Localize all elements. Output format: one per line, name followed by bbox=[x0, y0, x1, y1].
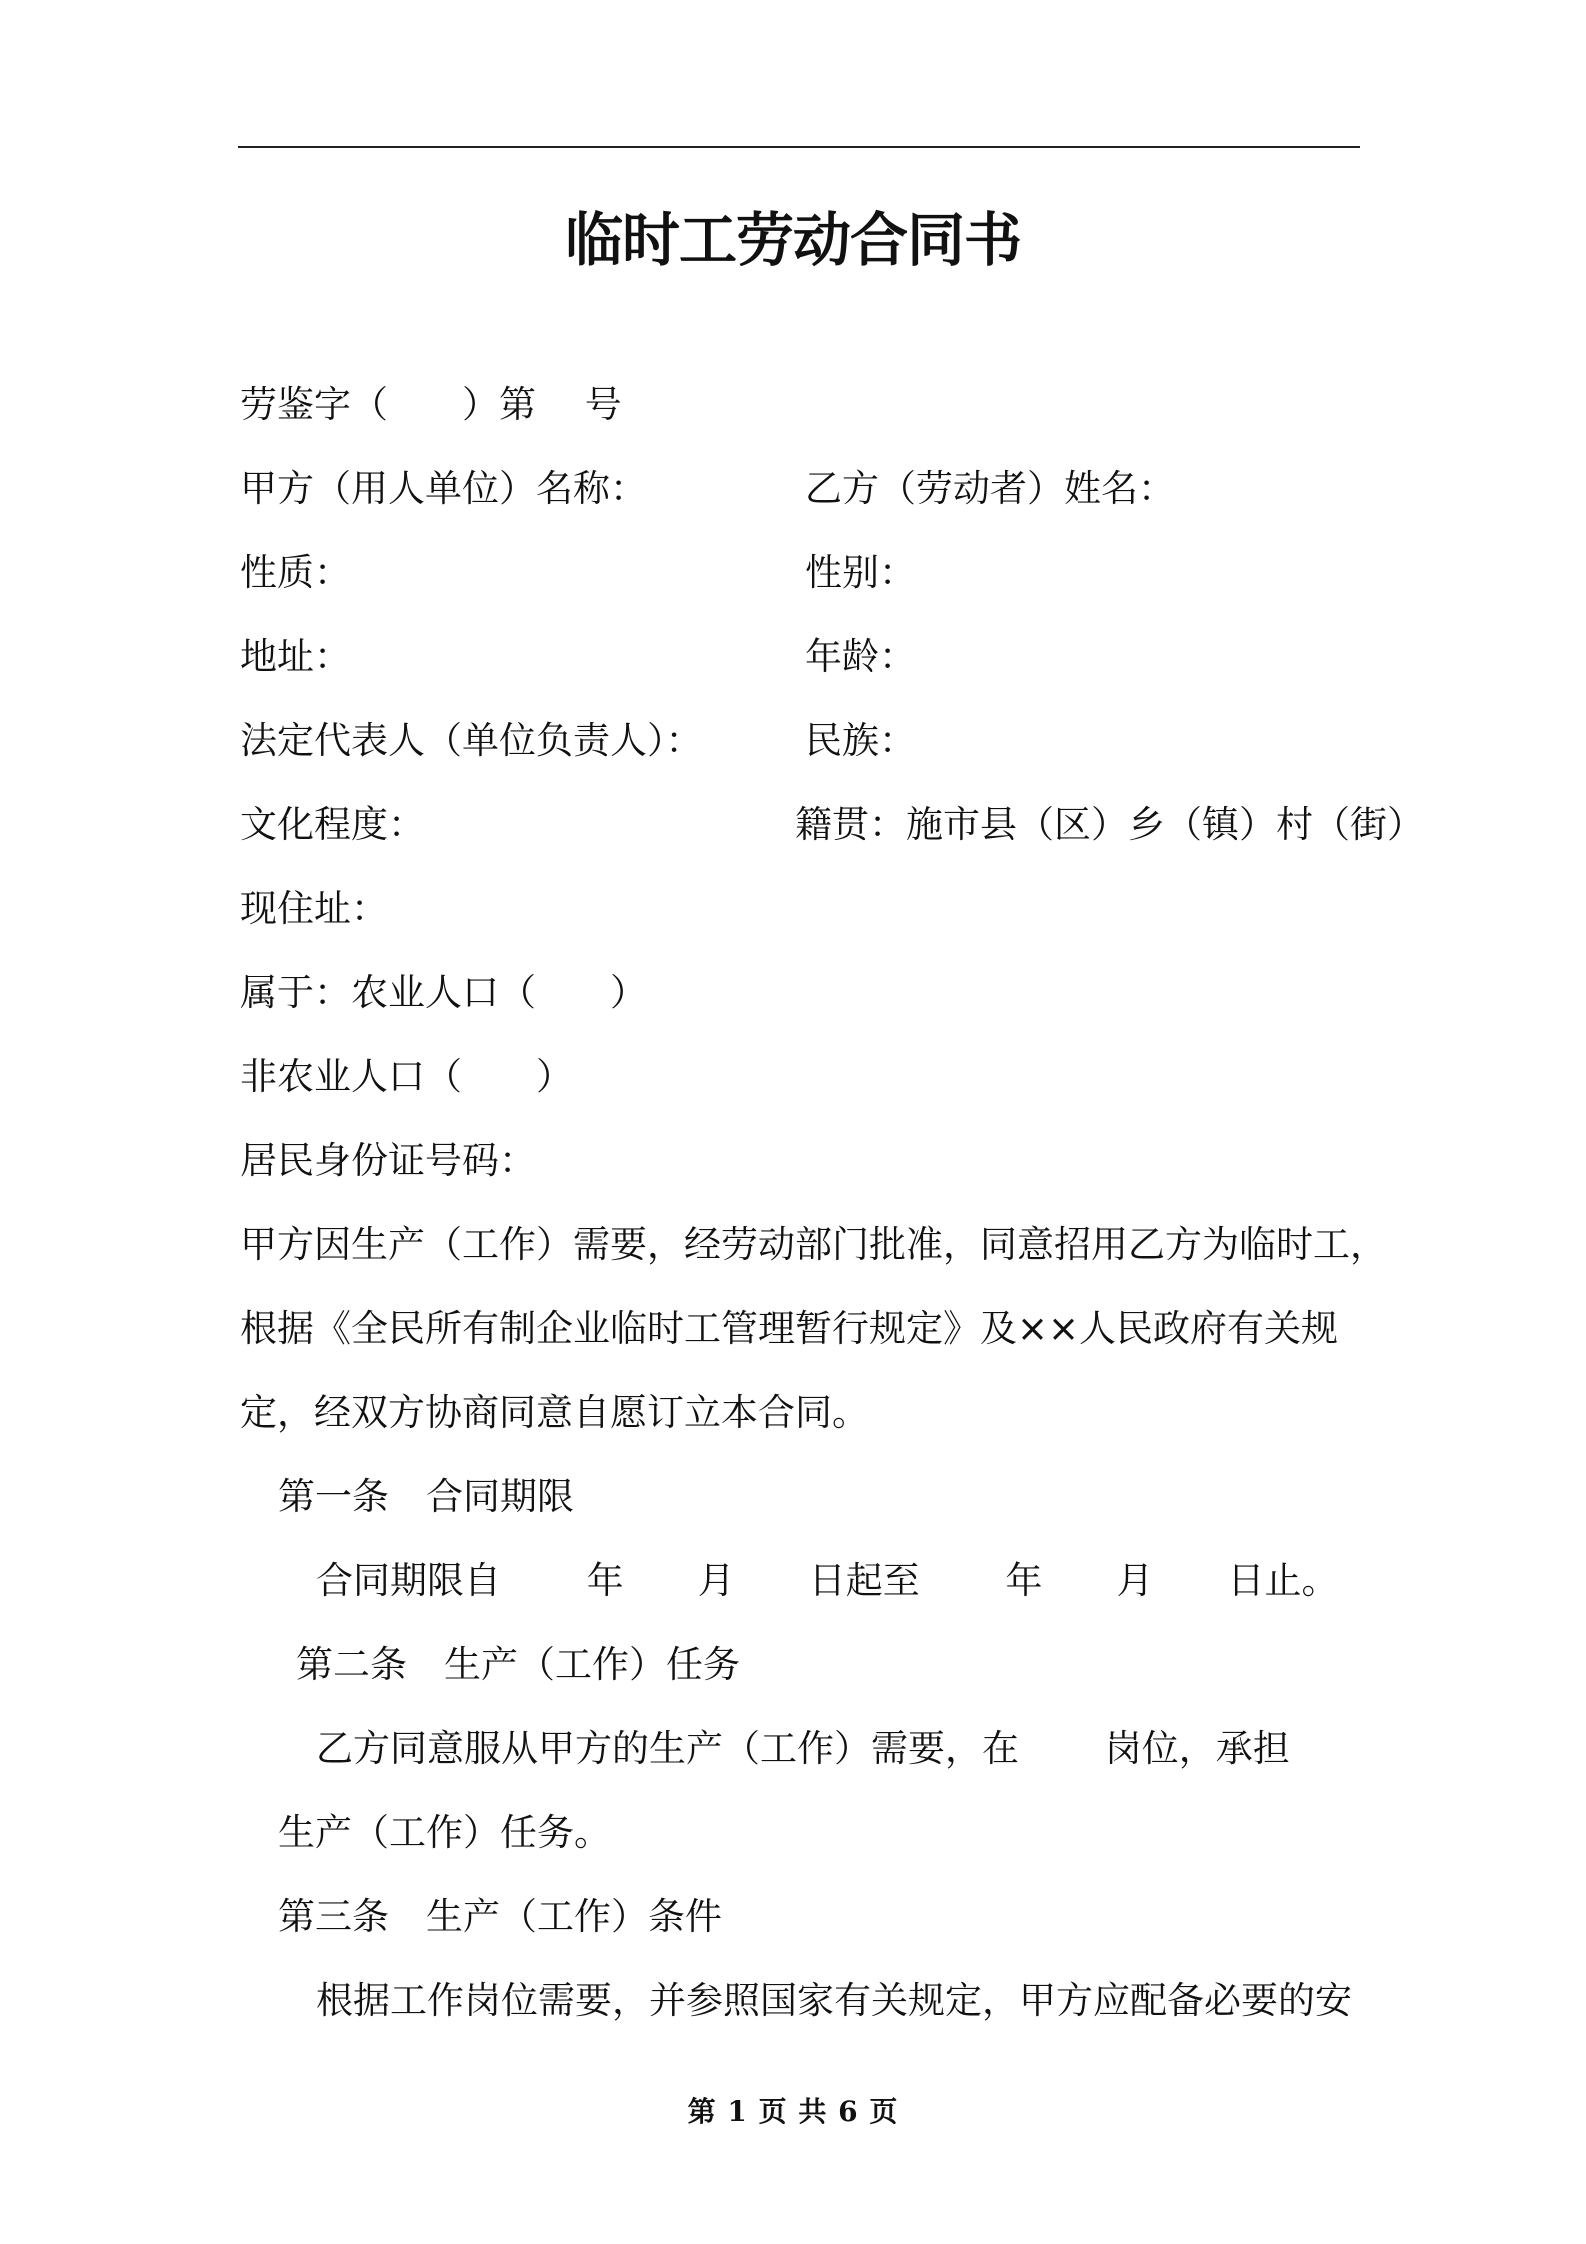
header-rule bbox=[238, 146, 1360, 148]
party-b-name-label: 乙方（劳动者）姓名： bbox=[805, 467, 1175, 510]
education-label: 文化程度： bbox=[240, 803, 425, 846]
party-a-name-label: 甲方（用人单位）名称： bbox=[240, 467, 647, 510]
preamble-line: 根据《全民所有制企业临时工管理暂行规定》及××人民政府有关规 bbox=[240, 1307, 1339, 1350]
article3-heading: 第三条 生产（工作）条件 bbox=[278, 1895, 722, 1938]
article3-body: 根据工作岗位需要，并参照国家有关规定，甲方应配备必要的安 bbox=[316, 1979, 1352, 2022]
article2-body-line: 生产（工作）任务。 bbox=[278, 1811, 611, 1854]
preamble-line: 甲方因生产（工作）需要，经劳动部门批准，同意招用乙方为临时工， bbox=[240, 1223, 1387, 1266]
article2-heading: 第二条 生产（工作）任务 bbox=[296, 1643, 740, 1686]
doc-number: 劳鉴字（ ）第 号 bbox=[240, 383, 622, 426]
non-agri-label: 非农业人口（ ） bbox=[240, 1055, 573, 1098]
gender-label: 性别： bbox=[805, 551, 916, 594]
preamble-line: 定，经双方协商同意自愿订立本合同。 bbox=[240, 1391, 869, 1434]
current-address-label: 现住址： bbox=[240, 887, 388, 930]
age-label: 年龄： bbox=[805, 635, 916, 678]
article2-body-line: 乙方同意服从甲方的生产（工作）需要，在 岗位，承担 bbox=[316, 1727, 1290, 1770]
belongs-to-label: 属于：农业人口（ ） bbox=[240, 971, 647, 1014]
page-indicator: 第 1 页 共 6 页 bbox=[687, 2095, 899, 2128]
address-label: 地址： bbox=[240, 635, 351, 678]
legal-rep-label: 法定代表人（单位负责人）： bbox=[240, 719, 703, 762]
article1-body: 合同期限自 年 月 日起至 年 月 日止。 bbox=[316, 1559, 1339, 1602]
document-title: 临时工劳动合同书 bbox=[564, 206, 1021, 274]
article1-heading: 第一条 合同期限 bbox=[278, 1475, 574, 1518]
nature-label: 性质： bbox=[240, 551, 351, 594]
id-number-label: 居民身份证号码： bbox=[240, 1139, 536, 1182]
ethnicity-label: 民族： bbox=[805, 719, 916, 762]
native-place-label: 籍贯：施市县（区）乡（镇）村（街） bbox=[795, 803, 1424, 846]
